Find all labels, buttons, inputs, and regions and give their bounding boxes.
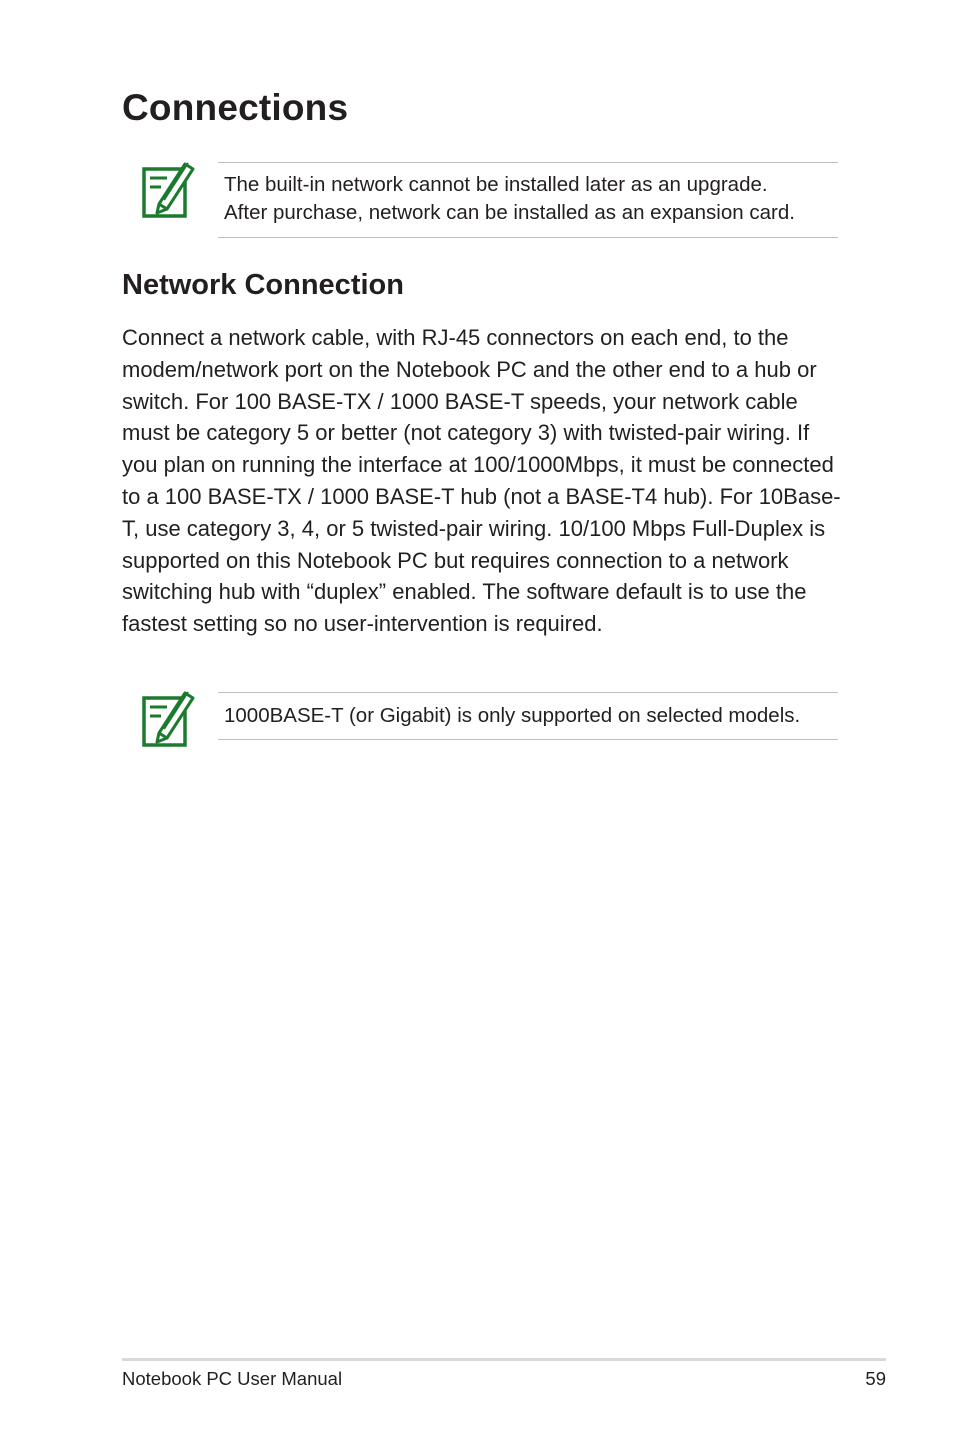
note-box [218,162,838,238]
page-title: Connections [122,87,349,128]
footer-divider [122,1358,886,1361]
body-paragraph: Connect a network cable, with RJ-45 connectors on each end, to the modem/network port on the Notebook PC and the other end to a hub or switch. For 100 BASE-TX / 1000 BASE-T speeds, your network cable must be category 5 or better (not category 3) with twisted-pair wiring. If you plan on running the interface at 100/1000Mbps, it must be connected to a 100 BASE-TX / 1000 BASE-T hub (not a BASE-T4 hub). For 10Base-T, use category 3, 4, or 5 twisted-pair wiring. 10/100 Mbps Full-Duplex is supported on this Notebook PC but requires connection to a network switching hub with “duplex” enabled. The software default is to use the fastest setting so no user-intervention is required. [122,325,841,637]
footer-manual-title: Notebook PC User Manual [122,1368,343,1389]
note-box [218,692,838,740]
page-number: 59 [865,1368,886,1389]
note-line: The built-in network cannot be installed later as an upgrade. [224,173,768,196]
section-heading: Network Connection [122,269,404,301]
note-line: 1000BASE-T (or Gigabit) is only supported on selected models. [224,704,801,727]
note-pencil-icon [141,689,195,749]
note-pencil-icon [141,160,195,220]
note-line: After purchase, network can be installed as an expansion card. [224,201,795,224]
